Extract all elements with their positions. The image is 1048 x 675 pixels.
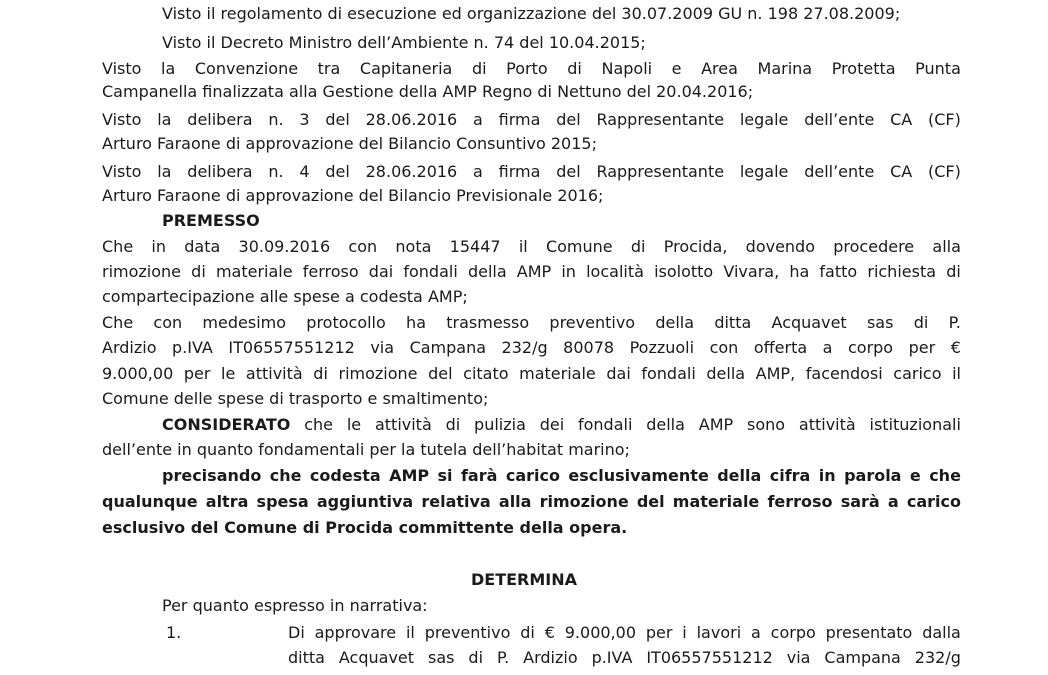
justified-line-bold: qualunque altra spesa aggiuntiva relativa alla rimozione del materiale ferroso sarà a carico (102, 492, 961, 511)
text-line: Visto il Decreto Ministro dell’Ambiente n. 74 del 10.04.2015; (162, 33, 646, 52)
text-line-bold: esclusivo del Comune di Procida committente della opera. (102, 518, 628, 537)
text-line: Arturo Faraone di approvazione del Bilancio Previsionale 2016; (102, 186, 604, 205)
considerato-line: CONSIDERATO che le attività di pulizia dei fondali della AMP sono attività istituzionali (162, 415, 961, 434)
text-line: Visto il regolamento di esecuzione ed organizzazione del 30.07.2009 GU n. 198 27.08.2009; (162, 4, 901, 23)
justified-line-bold: precisando che codesta AMP si farà carico esclusivamente della cifra in parola e che (162, 466, 961, 485)
justified-line: ditta Acquavet sas di P. Ardizio p.IVA IT06557551212 via Campana 232/g (288, 648, 961, 667)
justified-line: rimozione di materiale ferroso dai fondali della AMP in località isolotto Vivara, ha fatto richiesta di (102, 262, 961, 281)
list-number: 1. (166, 623, 182, 642)
justified-line: 9.000,00 per le attività di rimozione del citato materiale dai fondali della AMP, facendosi carico il (102, 364, 961, 383)
considerato-lead: CONSIDERATO (162, 415, 291, 434)
justified-line: Che in data 30.09.2016 con nota 15447 il Comune di Procida, dovendo procedere alla (102, 237, 961, 256)
justified-line: Di approvare il preventivo di € 9.000,00 per i lavori a corpo presentato dalla (288, 623, 961, 642)
justified-line: Che con medesimo protocollo ha trasmesso preventivo della ditta Acquavet sas di P. (102, 313, 961, 332)
justified-line: Ardizio p.IVA IT06557551212 via Campana 232/g 80078 Pozzuoli con offerta a corpo per € (102, 338, 961, 357)
text-line: Arturo Faraone di approvazione del Bilancio Consuntivo 2015; (102, 134, 597, 153)
section-heading-determina: DETERMINA (470, 570, 578, 589)
justified-line: Visto la Convenzione tra Capitaneria di Porto di Napoli e Area Marina Protetta Punta (102, 59, 961, 78)
text-line: compartecipazione alle spese a codesta AMP; (102, 287, 468, 306)
justified-line: Visto la delibera n. 4 del 28.06.2016 a firma del Rappresentante legale dell’ente CA (CF) (102, 162, 961, 181)
text-line: Campanella finalizzata alla Gestione della AMP Regno di Nettuno del 20.04.2016; (102, 82, 754, 101)
text-line: Comune delle spese di trasporto e smaltimento; (102, 389, 489, 408)
justified-line: Visto la delibera n. 3 del 28.06.2016 a firma del Rappresentante legale dell’ente CA (CF) (102, 110, 961, 129)
section-heading-premesso: PREMESSO (162, 211, 260, 230)
text-line: dell’ente in quanto fondamentali per la tutela dell’habitat marino; (102, 440, 630, 459)
text-line: Per quanto espresso in narrativa: (162, 596, 428, 615)
